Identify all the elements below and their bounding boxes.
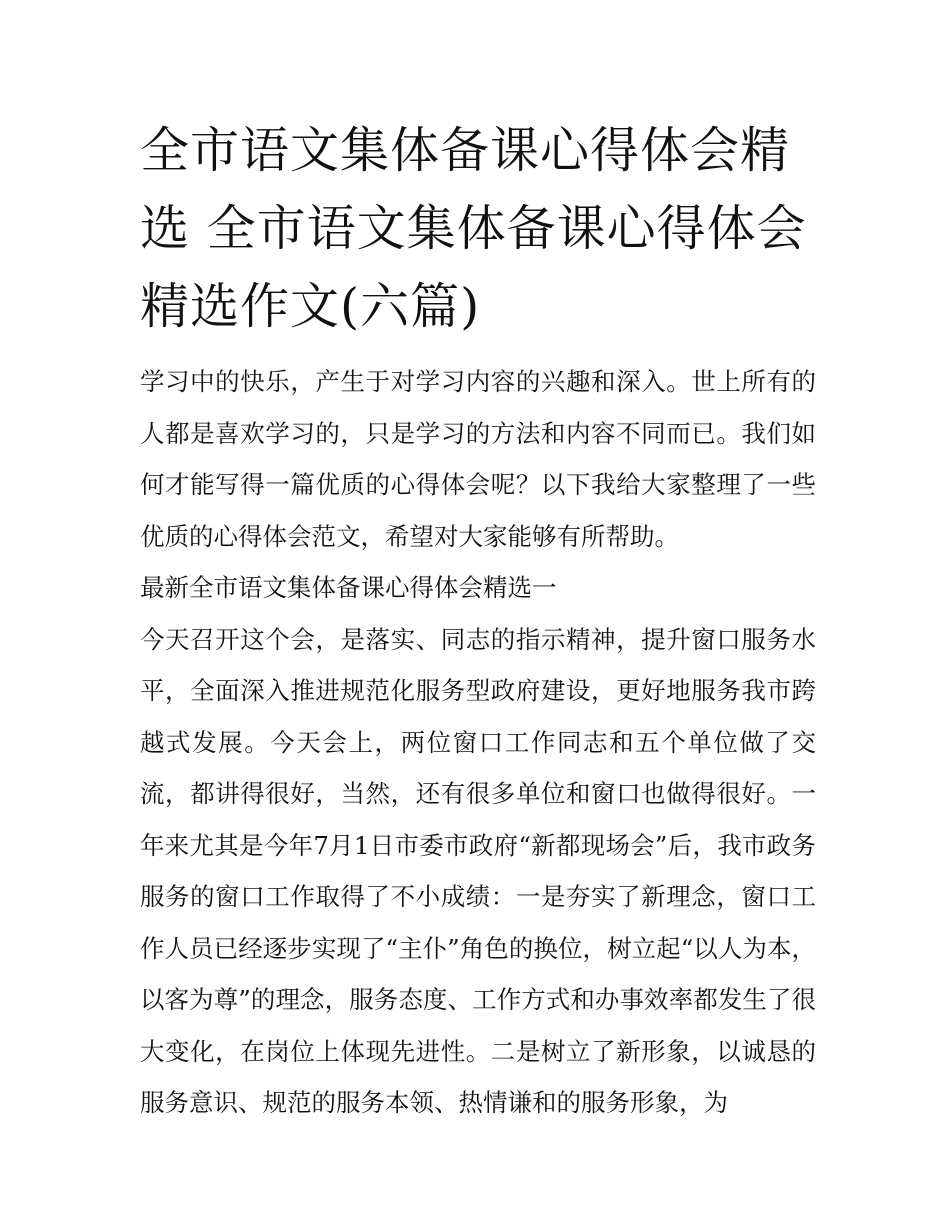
body-paragraph: 今天召开这个会，是落实、同志的指示精神，提升窗口服务水平，全面深入推进规范化服务型政府建设，更好地服务我市跨越式发展。今天会上，两位窗口工作同志和五个单位做了交流，都讲得很好，当然，还有很多单位和窗口也做得很好。一年来尤其是今年7月1日市委市政府“新都现场会”后，我市政务服务的窗口工作取得了不小成绩：一是夯实了新理念，窗口工作人员已经逐步实现了“主仆”角色的换位，树立起“以人为本，以客为尊”的理念，服务态度、工作方式和办事效率都发生了很大变化，在岗位上体现先进性。二是树立了新形象，以诚恳的服务意识、规范的服务本领、热情谦和的服务形象，为 [140, 624, 816, 1117]
document-page [140, 112, 816, 1129]
section-heading: 最新全市语文集体备课心得体会精选一 [140, 573, 557, 602]
intro-paragraph: 学习中的快乐，产生于对学习内容的兴趣和深入。世上所有的人都是喜欢学习的，只是学习的方法和内容不同而已。我们如何才能写得一篇优质的心得体会呢？以下我给大家整理了一些优质的心得体会范文，希望对大家能够有所帮助。 [140, 367, 816, 551]
document-title: 全市语文集体备课心得体会精选 全市语文集体备课心得体会精选作文(六篇) [140, 122, 807, 335]
